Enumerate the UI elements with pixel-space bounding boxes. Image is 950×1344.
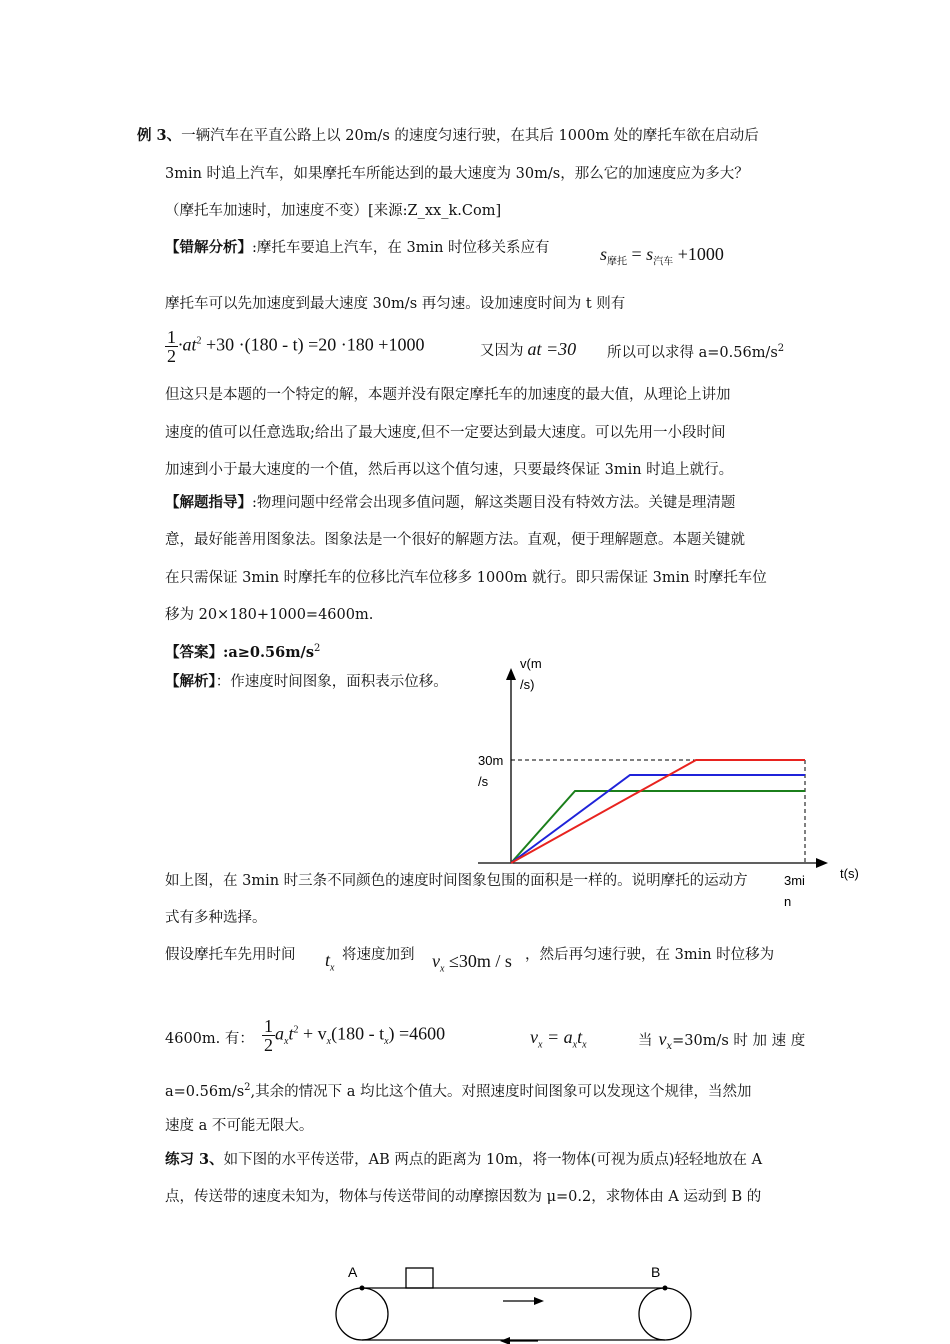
block xyxy=(406,1268,433,1288)
analysis-line4-b: 将速度加到 xyxy=(342,947,415,963)
analysis-line1: 【解析】：作速度时间图象，面积表示位移。 xyxy=(165,673,448,690)
tx-symbol: $t_x$ xyxy=(325,950,335,974)
velocity-formula: $v_x = a_xt_x$ xyxy=(530,1027,587,1051)
practice-label: 练习 3、 xyxy=(165,1151,224,1168)
right-pulley xyxy=(639,1288,691,1340)
wrong-analysis-line2: 摩托车可以先加速度到最大速度 30m/s 再匀速。设加速度时间为 t 则有 xyxy=(165,296,626,312)
vx-condition: $v_x \le 30m / s$ xyxy=(432,951,512,975)
x-axis-arrow xyxy=(816,858,828,868)
analysis-line4-c: ，然后再匀速行驶，在 3min 时位移为 xyxy=(525,947,775,963)
displacement-equation: $s_{摩托} = s_{汽车} +1000$ xyxy=(600,244,724,268)
displacement-formula: $\frac{1}{2}$ $a_xt^2 + v_x(180 - t_x) =4600$ xyxy=(264,1016,446,1055)
analysis-line6: $a=0.56m/s^2$,其余的情况下 a 均比这个值大。对照速度时间图象可以发现这个规律，当然加 xyxy=(165,1082,752,1100)
example-3-line3: （摩托车加速时，加速度不变）[来源:Z_xx_k.Com] xyxy=(165,203,502,219)
y-label: v(m xyxy=(520,656,542,671)
practice-3-line1: 练习 3、如下图的水平传送带，AB 两点的距离为 10m，将一物体(可视为质点)轻轻地放在 A xyxy=(165,1151,763,1168)
equation-row-1: $\frac{1}{2}$ $\cdot at^2 +30 \cdot(180 - t) =20 \cdot 180 +1000$ xyxy=(167,327,425,366)
x-label: t(s) xyxy=(840,866,859,881)
equation-row-1-tail: 所以可以求得 $a=0.56m/s^2$ xyxy=(607,343,785,361)
v30-label: 30m xyxy=(478,753,504,768)
analysis-line5: 4600m. 有： xyxy=(165,1031,254,1047)
practice-3-line2: 点，传送带的速度未知为，物体与传送带间的动摩擦因数为 μ=0.2，求物体由 A 运动到 B 的 xyxy=(165,1189,762,1205)
answer-line: 【答案】$:a\ge 0.56m/s^2$ xyxy=(165,643,321,661)
equation-row-1-mid: 又因为 at =30 xyxy=(480,339,577,359)
t3-label: 3mi xyxy=(784,873,805,888)
analysis-line5-when: 当 $v_x=30m/s$ 时 加 速 度 xyxy=(638,1029,806,1052)
guide-line1: 【解题指导】:物理问题中经常会出现多值问题，解这类题目没有特效方法。关键是理清题 xyxy=(165,494,736,511)
wrong-analysis-line4: 速度的值可以任意选取;给出了最大速度,但不一定要达到最大速度。可以先用一小段时间 xyxy=(165,425,726,441)
wrong-analysis-line5: 加速到小于最大速度的一个值，然后再以这个值匀速，只要最终保证 3min 时追上就行。 xyxy=(165,462,734,478)
analysis-line4: 假设摩托车先用时间 xyxy=(165,947,296,963)
analysis-label: 【解析】 xyxy=(165,673,216,690)
blue-line xyxy=(511,775,805,863)
t3-label-2: n xyxy=(784,894,792,909)
example-label: 例 3、 xyxy=(137,127,182,144)
left-pulley xyxy=(336,1288,388,1340)
example-3-line1: 例 3、一辆汽车在平直公路上以 20m/s 的速度匀速行驶，在其后 1000m 处的摩托车欲在启动后 xyxy=(137,127,759,144)
analysis-line7: 速度 a 不可能无限大。 xyxy=(165,1118,314,1134)
conveyor-belt-diagram xyxy=(320,1258,710,1344)
v30-label-2: /s xyxy=(478,774,489,789)
analysis-line3: 式有多种选择。 xyxy=(165,910,267,926)
point-a-label: A xyxy=(348,1264,358,1280)
y-axis-arrow xyxy=(506,668,516,680)
y-label-2: /s) xyxy=(520,677,535,692)
point-b xyxy=(663,1286,668,1291)
example-3-line2: 3min 时追上汽车，如果摩托车所能达到的最大速度为 30m/s，那么它的加速度应为多大？ xyxy=(165,166,749,182)
belt-direction-arrowhead xyxy=(534,1297,544,1305)
analysis-line2: 如上图，在 3min 时三条不同颜色的速度时间图象包围的面积是一样的。说明摩托的运动方 xyxy=(165,873,748,889)
point-b-label: B xyxy=(651,1264,661,1280)
wrong-analysis-line3: 但这只是本题的一个特定的解，本题并没有限定摩托车的加速度的最大值，从理论上讲加 xyxy=(165,387,731,403)
guide-line3: 在只需保证 3min 时摩托车的位移比汽车位移多 1000m 就行。即只需保证 3min 时摩托车位 xyxy=(165,570,767,586)
wrong-analysis-line1: 【错解分析】:摩托车要追上汽车，在 3min 时位移关系应有 xyxy=(165,239,550,256)
guide-line2: 意，最好能善用图象法。图象法是一个很好的解题方法。直观，便于理解题意。本题关键就 xyxy=(165,532,745,548)
answer-label: 【答案】 xyxy=(165,643,223,661)
point-a xyxy=(360,1286,365,1291)
return-arrowhead xyxy=(500,1337,510,1344)
wrong-analysis-label: 【错解分析】 xyxy=(165,239,252,256)
guide-line4: 移为 20×180+1000=4600m. xyxy=(165,607,374,623)
guide-label: 【解题指导】 xyxy=(165,494,252,511)
green-line xyxy=(511,791,805,863)
